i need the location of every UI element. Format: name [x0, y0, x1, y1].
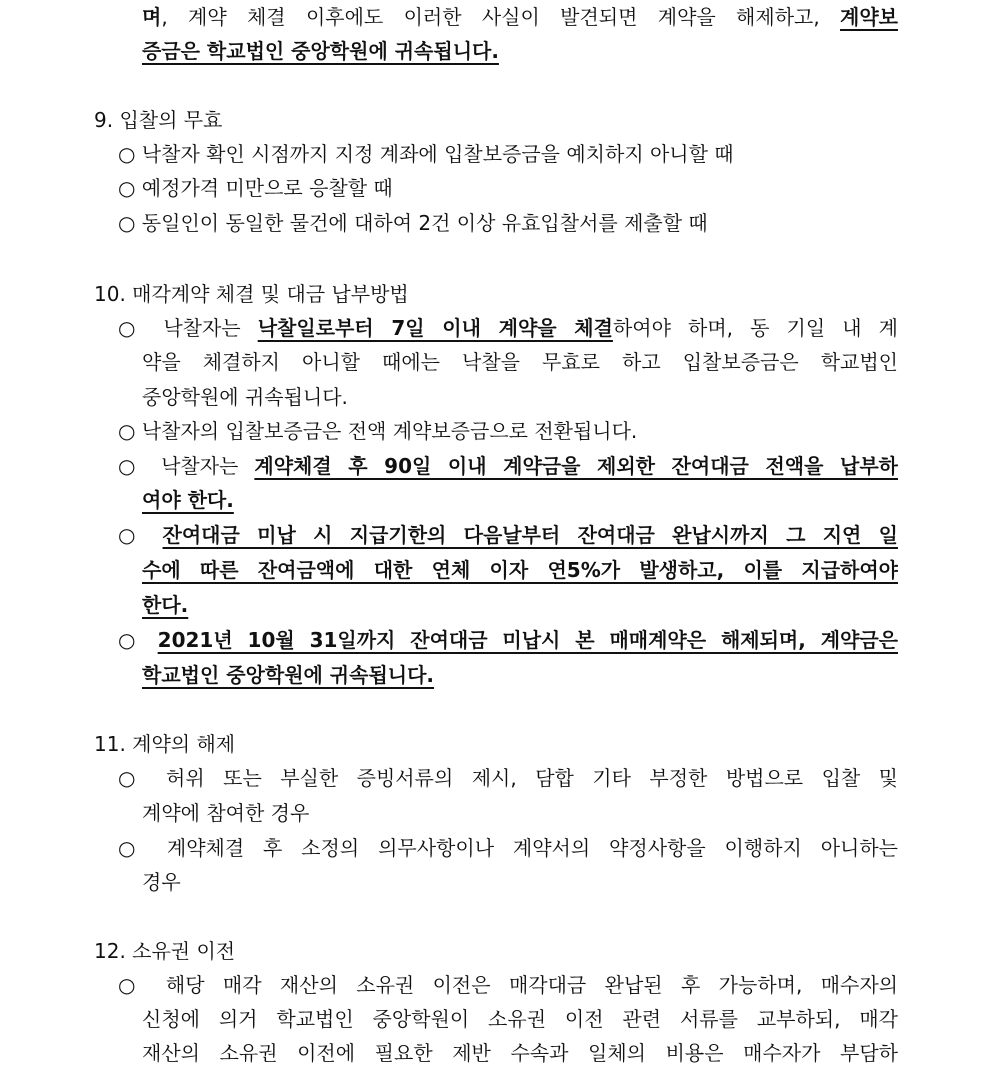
section-11-title: 11. 계약의 해제	[94, 732, 236, 756]
prev-line-2-bold: 증금은 학교법인 중앙학원에 귀속됩니다.	[142, 39, 499, 63]
section-12-item-1-line-3: 재산의 소유권 이전에 필요한 제반 수속과 일체의 비용은 매수자가 부담하	[142, 1041, 898, 1065]
section-10-item-1-bold: 낙찰일로부터 7일 이내 계약을 체결	[257, 316, 613, 340]
prev-line-1	[142, 0, 898, 34]
section-12-title: 12. 소유권 이전	[94, 939, 236, 963]
section-10-item-4-bullet: ○	[118, 523, 146, 547]
section-10-item-4-line-1	[118, 518, 898, 552]
section-10-item-1-bullet: ○	[118, 316, 147, 340]
section-10-item-3-bold: 계약체결 후 90일 이내 계약금을 제외한 잔여대금 전액을 납부하	[254, 454, 898, 478]
section-10-item-5-line-1	[118, 623, 898, 657]
section-11-item-2-line-2: 경우	[142, 870, 181, 894]
section-10-item-4-line-2	[142, 553, 898, 587]
section-10-item-4-line-2-text: 수에 따른 잔여금액에 대한 연체 이자 연5%가 발생하고, 이를 지급하여야	[142, 558, 898, 582]
section-10-item-3-line-2	[142, 483, 234, 517]
section-10-item-5-line-2-text: 학교법인 중앙학원에 귀속됩니다.	[142, 663, 435, 687]
section-10-item-5-line-1-text: 2021년 10월 31일까지 잔여대금 미납시 본 매매계약은 해제되며, 계약금은	[157, 628, 898, 652]
section-9-title: 9. 입찰의 무효	[94, 108, 223, 132]
section-10-item-5-line-2	[142, 658, 434, 692]
prev-line-1-bold: 계약보	[840, 5, 898, 29]
section-10-item-1-line-3: 중앙학원에 귀속됩니다.	[142, 385, 348, 409]
section-10-item-3-line-2-text: 여야 한다.	[142, 488, 234, 512]
section-11-item-1-line-1: ○ 허위 또는 부실한 증빙서류의 제시, 담합 기타 부정한 방법으로 입찰 및	[118, 766, 898, 790]
section-10-item-1-line-1	[118, 311, 898, 345]
section-10-item-3-line-1	[118, 449, 898, 483]
section-12-item-1-line-1: ○ 해당 매각 재산의 소유권 이전은 매각대금 완납된 후 가능하며, 매수자의	[118, 973, 898, 997]
section-10-item-4-line-1-text: 잔여대금 미납 시 지급기한의 다음날부터 잔여대금 완납시까지 그 지연 일	[162, 523, 898, 547]
section-10-item-1-line-2: 약을 체결하지 아니할 때에는 낙찰을 무효로 하고 입찰보증금은 학교법인	[142, 350, 898, 374]
section-10-item-4-line-3-text: 한다.	[142, 593, 189, 617]
section-10-item-4-line-3	[142, 588, 188, 622]
section-10-item-1-pre: 낙찰자는	[163, 316, 258, 340]
section-10-item-2: ○ 낙찰자의 입찰보증금은 전액 계약보증금으로 전환됩니다.	[118, 419, 638, 443]
section-10-item-1-post: 하여야 하며, 동 기일 내 계	[612, 316, 898, 340]
section-10-title: 10. 매각계약 체결 및 대금 납부방법	[94, 282, 409, 306]
section-9-item-1: ○ 낙찰자 확인 시점까지 지정 계좌에 입찰보증금을 예치하지 아니할 때	[118, 142, 734, 166]
prev-line-2	[142, 34, 499, 68]
section-11-item-2-line-1: ○ 계약체결 후 소정의 의무사항이나 계약서의 약정사항을 이행하지 아니하는	[118, 836, 898, 860]
prev-line-1-text: , 계약 체결 이후에도 이러한 사실이 발견되면 계약을 해제하고,	[161, 5, 841, 29]
section-10-item-5-bullet: ○	[118, 628, 144, 652]
section-11-item-1-line-2: 계약에 참여한 경우	[142, 801, 310, 825]
section-9-item-3: ○ 동일인이 동일한 물건에 대하여 2건 이상 유효입찰서를 제출할 때	[118, 211, 708, 235]
section-12-item-1-line-2: 신청에 의거 학교법인 중앙학원이 소유권 이전 관련 서류를 교부하되, 매각	[142, 1007, 898, 1031]
prev-line-1-lead: 며	[142, 5, 162, 29]
section-9-item-2: ○ 예정가격 미만으로 응찰할 때	[118, 176, 393, 200]
section-10-item-3-pre: 낙찰자는	[161, 454, 255, 478]
section-10-item-3-bullet: ○	[118, 454, 146, 478]
